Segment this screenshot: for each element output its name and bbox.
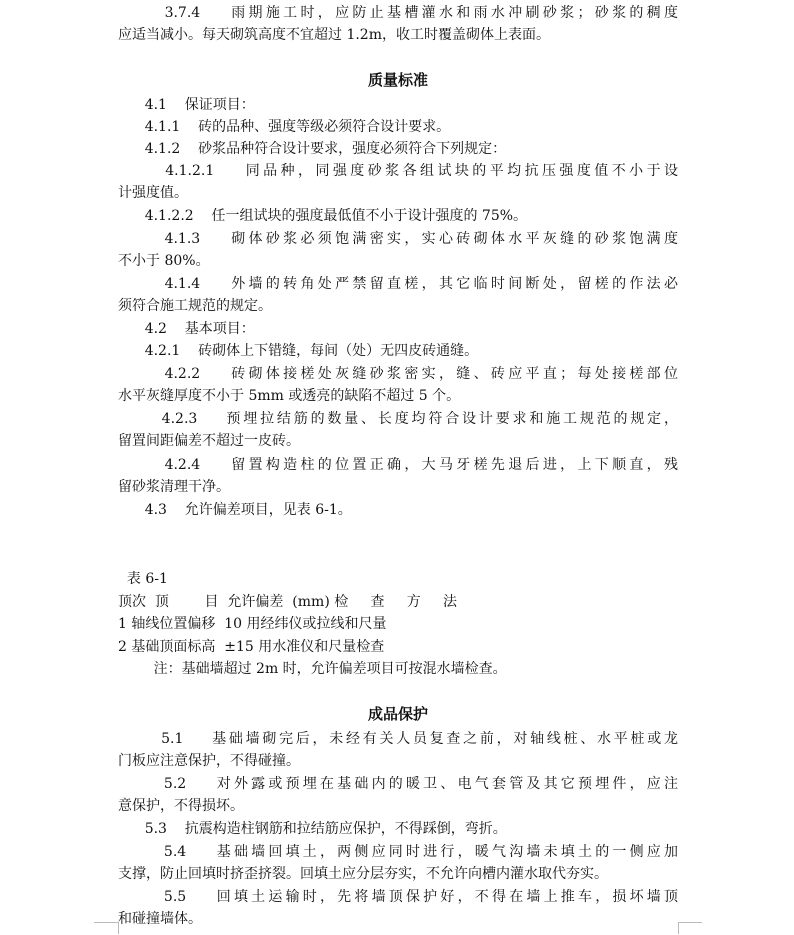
clause-4-2: 4.2 基本项目： (118, 321, 255, 337)
clause-4-2-3-line-1: 4.2.3 预埋拉结筋的数量、长度均符合设计要求和施工规范的规定， (118, 411, 678, 427)
clause-4-1-3-line-1: 4.1.3 砌体砂浆必须饱满密实，实心砖砌体水平灰缝的砂浆饱满度 (118, 231, 678, 247)
table-caption: 表 6-1 (118, 571, 168, 587)
clause-5-1-line-1: 5.1 基础墙砌完后，未经有关人员复查之前，对轴线桩、水平桩或龙 (118, 731, 678, 747)
clause-4-1-2-1-line-2: 计强度值。 (118, 185, 188, 201)
clause-4-1-3-line-2: 不小于 80%。 (118, 253, 210, 269)
clause-5-4-line-2: 支撑，防止回填时挤歪挤裂。回填土应分层夯实，不允许向槽内灌水取代夯实。 (118, 866, 608, 882)
clause-5-5-line-1: 5.5 回填土运输时，先将墙顶保护好，不得在墙上推车，损坏墙顶 (118, 889, 678, 905)
clause-4-2-2-line-2: 水平灰缝厚度不小于 5mm 或透亮的缺陷不超过 5 个。 (118, 388, 461, 404)
table-note: 注：基础墙超过 2m 时，允许偏差项目可按混水墙检查。 (118, 661, 507, 677)
table-row: 2 基础顶面标高 ±15 用水准仪和尺量检查 (118, 639, 385, 655)
clause-4-1-2-1-line-1: 4.1.2.1 同品种，同强度砂浆各组试块的平均抗压强度值不小于设 (118, 163, 678, 179)
crop-mark-left-vertical (118, 922, 119, 934)
paragraph-3-7-4-line-1: 3.7.4 雨期施工时，应防止基槽灌水和雨水冲刷砂浆；砂浆的稠度 (118, 5, 678, 21)
clause-5-2-line-1: 5.2 对外露或预埋在基础内的暖卫、电气套管及其它预埋件，应注 (118, 776, 678, 792)
paragraph-3-7-4-line-2: 应适当减小。每天砌筑高度不宜超过 1.2m，收工时覆盖砌体上表面。 (118, 27, 550, 43)
table-row: 1 轴线位置偏移 10 用经纬仪或拉线和尺量 (118, 616, 387, 632)
clause-4-1-4-line-2: 须符合施工规范的规定。 (118, 298, 272, 314)
clause-4-2-3-line-2: 留置间距偏差不超过一皮砖。 (118, 433, 300, 449)
clause-4-1: 4.1 保证项目： (118, 97, 255, 113)
crop-mark-right-horizontal (678, 922, 702, 935)
crop-mark-left-horizontal (94, 922, 118, 935)
heading-quality-standard: 质量标准 (367, 71, 428, 89)
clause-4-1-1: 4.1.1 砖的品种、强度等级必须符合设计要求。 (118, 119, 451, 135)
clause-5-2-line-2: 意保护，不得损坏。 (118, 798, 244, 814)
clause-4-3: 4.3 允许偏差项目，见表 6-1。 (118, 502, 352, 518)
clause-4-1-2-2: 4.1.2.2 任一组试块的强度最低值不小于设计强度的 75%。 (118, 208, 528, 224)
clause-5-1-line-2: 门板应注意保护，不得碰撞。 (118, 753, 300, 769)
clause-5-4-line-1: 5.4 基础墙回填土，两侧应同时进行，暖气沟墙未填土的一侧应加 (118, 844, 678, 860)
clause-4-2-1: 4.2.1 砖砌体上下错缝，每间（处）无四皮砖通缝。 (118, 343, 479, 359)
clause-5-3: 5.3 抗震构造柱钢筋和拉结筋应保护，不得踩倒，弯折。 (118, 821, 507, 837)
table-header: 顶次 顶 目 允许偏差 (mm) 检 查 方 法 (118, 594, 457, 610)
clause-4-1-4-line-1: 4.1.4 外墙的转角处严禁留直槎，其它临时间断处，留槎的作法必 (118, 276, 678, 292)
clause-5-5-line-2: 和碰撞墙体。 (118, 911, 202, 927)
clause-4-2-4-line-2: 留砂浆清理干净。 (118, 479, 230, 495)
clause-4-2-2-line-1: 4.2.2 砖砌体接槎处灰缝砂浆密实，缝、砖应平直；每处接槎部位 (118, 366, 678, 382)
heading-product-protection: 成品保护 (367, 705, 428, 723)
clause-4-1-2: 4.1.2 砂浆品种符合设计要求，强度必须符合下列规定： (118, 141, 507, 157)
clause-4-2-4-line-1: 4.2.4 留置构造柱的位置正确，大马牙槎先退后进，上下顺直，残 (118, 457, 678, 473)
crop-mark-right-vertical (678, 922, 679, 934)
